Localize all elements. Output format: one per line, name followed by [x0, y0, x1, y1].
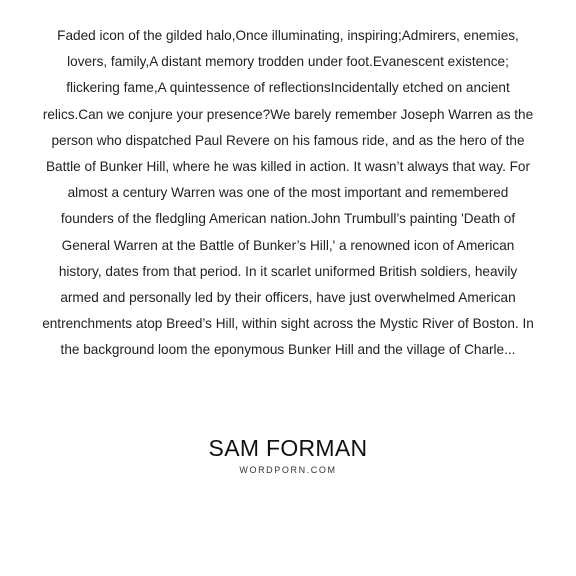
author-name: SAM FORMAN [208, 435, 368, 461]
quote-text: Faded icon of the gilded halo,Once illuminating, inspiring;Admirers, enemies, lovers, family,A distant memory trodden under foot.Evanescent existence; flickering fame,A quintessence of reflectionsIncidentally etched on ancient relics.Can we conjure your presence?We barely remember Joseph Warren as the person who dispatched Paul Revere on his famous ride, and as the hero of the Battle of Bunker Hill, where he was killed in action. It wasn’t always that way. For almost a century Warren was one of the most important and remembered founders of the fledgling American nation.John Trumbull’s painting 'Death of General Warren at the Battle of Bunker’s Hill,' a renowned icon of American history, dates from that period. In it scarlet uniformed British soldiers, heavily armed and personally led by their officers, have just overwhelmed American entrenchments atop Breed’s Hill, within sight across the Mystic River of Boston. In the background loom the eponymous Bunker Hill and the village of Charle... [42, 28, 534, 358]
site-watermark: WORDPORN.COM [239, 465, 337, 475]
